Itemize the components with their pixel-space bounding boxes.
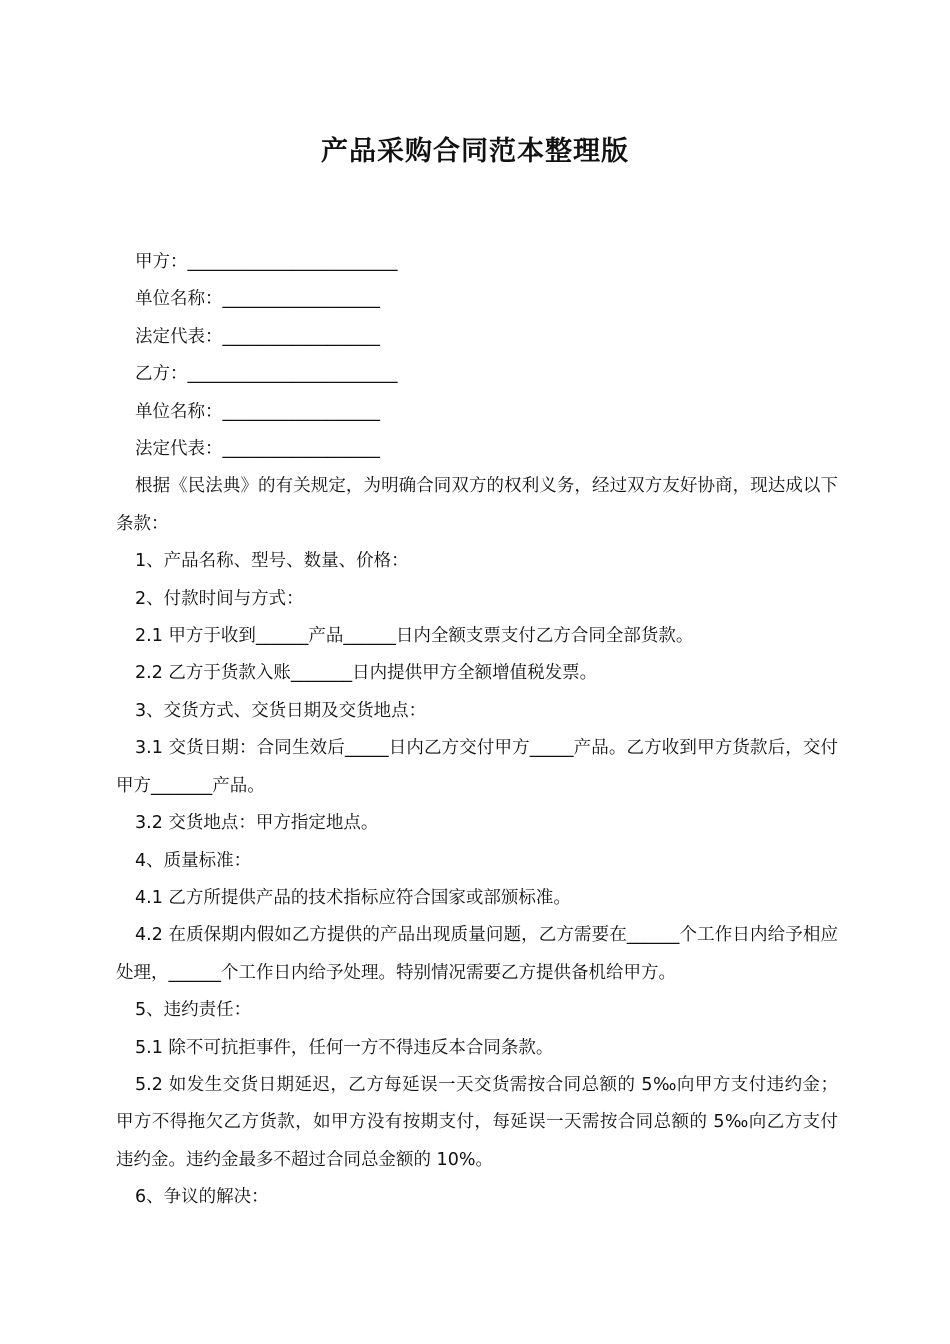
clause-2-2: 2.2 乙方于货款入账_______日内提供甲方全额增值税发票。	[135, 663, 598, 684]
clause-6-heading: 6、争议的解决：	[135, 1187, 269, 1208]
party-b-line: 乙方：________________________	[135, 364, 398, 385]
party-b-company-line: 单位名称：__________________	[135, 401, 380, 422]
clause-5-2: 5.2 如发生交货日期延迟，乙方每延误一天交货需按合同总额的 5‰向甲方支付违约金；甲方不得拖欠乙方货款，如甲方没有按期支付，每延误一天需按合同总额的 5‰向乙方支付违约金。违约金最多不超过合同总金额的 10%。	[116, 1074, 838, 1170]
clause-5-1: 5.1 除不可抗拒事件，任何一方不得违反本合同条款。	[135, 1037, 554, 1058]
document-body	[116, 244, 838, 1217]
clause-4-heading: 4、质量标准：	[135, 850, 252, 871]
clause-4-2: 4.2 在质保期内假如乙方提供的产品出现质量问题，乙方需要在______个工作日内给予相应处理，______个工作日内给予处理。特别情况需要乙方提供备机给甲方。	[116, 925, 838, 983]
preamble-paragraph: 根据《民法典》的有关规定，为明确合同双方的权利义务，经过双方友好协商，现达成以下条款：	[116, 476, 838, 534]
party-a-line: 甲方：________________________	[135, 252, 398, 272]
party-b-representative-line: 法定代表：__________________	[135, 439, 380, 460]
party-a-company-line: 单位名称：__________________	[135, 289, 380, 310]
clause-3-heading: 3、交货方式、交货日期及交货地点：	[135, 700, 427, 721]
clause-1-heading: 1、产品名称、型号、数量、价格：	[135, 551, 409, 572]
clause-5-heading: 5、违约责任：	[135, 1000, 252, 1021]
clause-3-2: 3.2 交货地点：甲方指定地点。	[135, 813, 379, 834]
clause-3-1: 3.1 交货日期：合同生效后_____日内乙方交付甲方_____产品。乙方收到甲方货款后，交付甲方_______产品。	[116, 738, 838, 796]
clause-2-heading: 2、付款时间与方式：	[135, 588, 304, 609]
clause-2-1: 2.1 甲方于收到______产品______日内全额支票支付乙方合同全部货款。	[135, 626, 694, 647]
document-title: 产品采购合同范本整理版	[321, 136, 629, 167]
party-a-representative-line: 法定代表：__________________	[135, 326, 380, 347]
clause-4-1: 4.1 乙方所提供产品的技术指标应符合国家或部颁标准。	[135, 887, 571, 908]
